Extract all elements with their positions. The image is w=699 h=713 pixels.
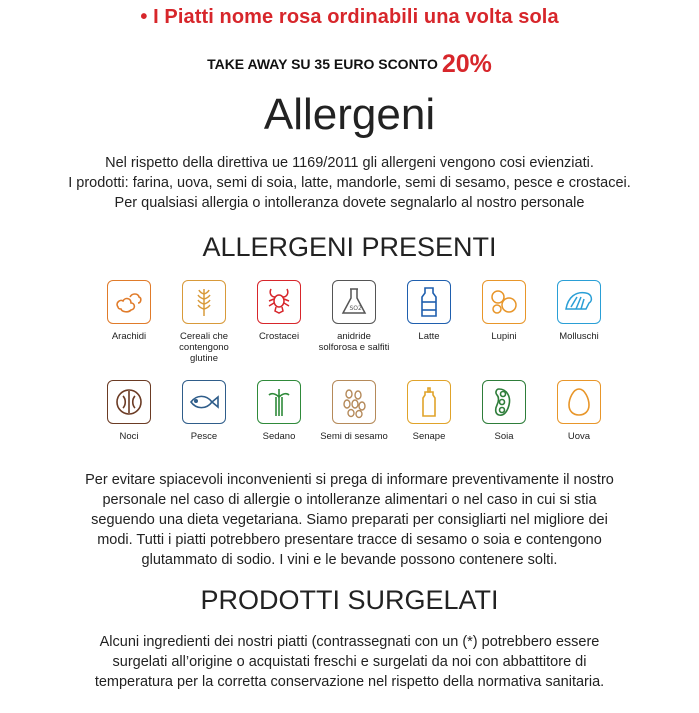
allergen-mustard <box>392 380 466 442</box>
allergen-milk <box>392 280 466 342</box>
intro-line: Nel rispetto della direttiva ue 1169/2011 gli allergeni vengono cosi evienziati. <box>105 155 594 171</box>
allergen-fish <box>167 380 241 442</box>
egg-icon <box>557 380 601 424</box>
warning-line: seguendo una dieta vegetariana. Siamo preparati per consigliarti nel migliore dei <box>91 512 608 528</box>
allergen-crustaceans <box>242 280 316 342</box>
peanut-icon <box>107 280 151 324</box>
allergy-warning-text <box>0 470 699 570</box>
wheat-icon <box>182 280 226 324</box>
frozen-heading: PRODOTTI SURGELATI <box>200 585 499 615</box>
allergen-sulphites <box>317 280 391 353</box>
promo-text: TAKE AWAY SU 35 EURO SCONTO <box>207 56 438 72</box>
fish-icon <box>182 380 226 424</box>
allergen-label: Noci <box>119 431 139 442</box>
flask-icon <box>332 280 376 324</box>
allergen-label: Uova <box>567 431 591 442</box>
allergen-lupin <box>467 280 541 342</box>
intro-line: I prodotti: farina, uova, semi di soia, latte, mandorle, semi di sesamo, pesce e crostacei. <box>68 175 631 191</box>
sesame-icon <box>332 380 376 424</box>
intro-line: Per qualsiasi allergia o intolleranza dovete segnalarlo al nostro personale <box>114 195 585 211</box>
allergen-label: Cereali che contengono glutine <box>179 331 229 364</box>
allergen-row <box>92 380 622 480</box>
allergen-sesame <box>317 380 391 442</box>
svg-text:SO2: SO2 <box>349 305 362 312</box>
allergen-soy <box>467 380 541 442</box>
allergen-label: Latte <box>418 331 440 342</box>
frozen-line: surgelati all’origine o acquistati freschi e surgelati da noi con abbattitore di <box>112 654 587 670</box>
frozen-products-text <box>0 632 699 692</box>
allergen-label: anidride solforosa e salfiti <box>318 331 390 353</box>
shell-icon <box>557 280 601 324</box>
allergen-row <box>92 280 622 380</box>
walnut-icon <box>107 380 151 424</box>
allergen-peanuts <box>92 280 166 342</box>
allergen-eggs <box>542 380 616 442</box>
allergen-label: Crostacei <box>258 331 300 342</box>
allergen-label: Molluschi <box>559 331 599 342</box>
shrimp-icon <box>257 280 301 324</box>
milk-bottle-icon <box>407 280 451 324</box>
intro-text <box>0 153 699 213</box>
celery-icon <box>257 380 301 424</box>
top-note: • I Piatti nome rosa ordinabili una volta sola <box>140 6 559 28</box>
allergen-label: Senape <box>412 431 446 442</box>
allergen-label: Lupini <box>491 331 517 342</box>
mustard-icon <box>407 380 451 424</box>
allergen-celery <box>242 380 316 442</box>
allergens-heading: ALLERGENI PRESENTI <box>202 232 497 262</box>
frozen-line: temperatura per la corretta conservazione nel rispetto della normativa sanitaria. <box>94 674 605 690</box>
allergen-label: Semi di sesamo <box>320 431 388 442</box>
allergen-label: Soia <box>494 431 514 442</box>
soy-icon <box>482 380 526 424</box>
warning-line: personale nel caso di allergie o intolleranze alimentari o nel caso in cui si stia <box>102 492 597 508</box>
allergen-gluten <box>167 280 241 364</box>
allergen-molluscs <box>542 280 616 342</box>
lupin-icon <box>482 280 526 324</box>
page-title: Allergeni <box>263 90 436 139</box>
warning-line: modi. Tutti i piatti potrebbero presentare tracce di sesamo o soia e contengono <box>97 532 602 548</box>
promo-percent: 20% <box>441 50 492 78</box>
allergen-label: Sedano <box>262 431 296 442</box>
allergen-nuts <box>92 380 166 442</box>
allergen-label: Arachidi <box>111 331 147 342</box>
warning-line: glutammato di sodio. I vini e le bevande possono contenere solti. <box>141 552 558 568</box>
frozen-line: Alcuni ingredienti dei nostri piatti (contrassegnati con un (*) potrebbero essere <box>99 634 600 650</box>
promo-banner <box>0 50 699 79</box>
allergen-label: Pesce <box>190 431 218 442</box>
warning-line: Per evitare spiacevoli inconvenienti si prega di informare preventivamente il nostro <box>85 472 614 488</box>
